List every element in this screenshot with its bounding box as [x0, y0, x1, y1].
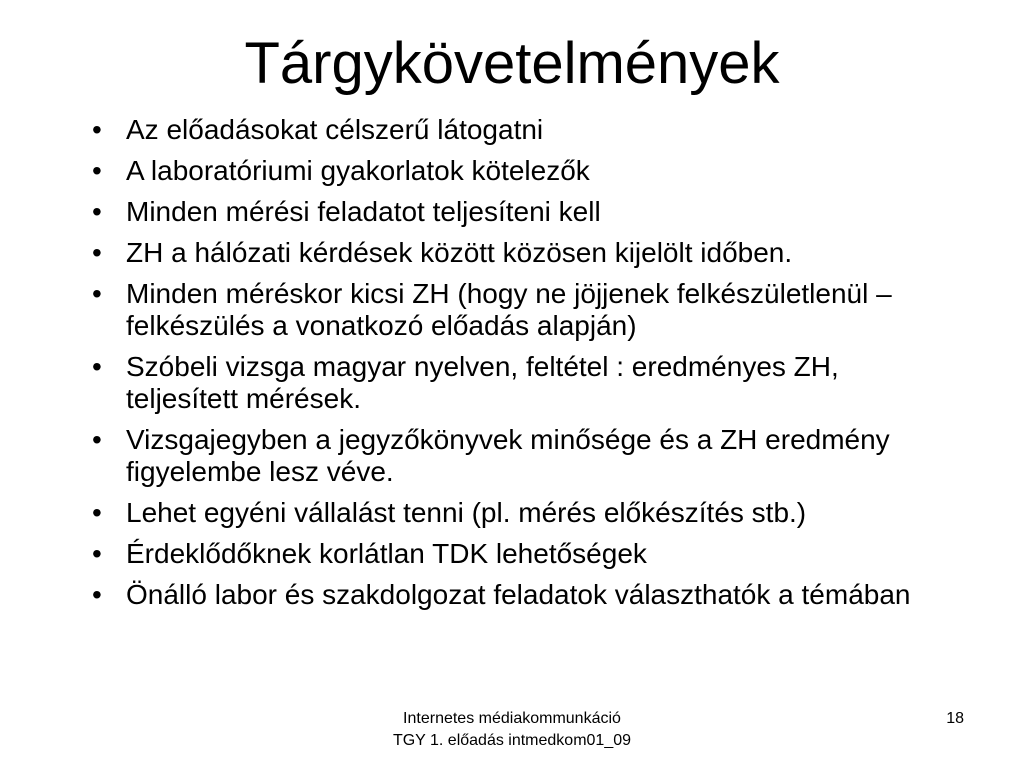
bullet-item: [92, 579, 942, 611]
bullet-dot-icon: •: [92, 424, 102, 455]
bullet-item: [92, 351, 942, 415]
bullet-dot-icon: •: [92, 278, 102, 309]
bullet-dot-icon: •: [92, 351, 102, 382]
bullet-item: [92, 497, 942, 529]
bullet-item: [92, 155, 942, 187]
bullet-item: [92, 278, 942, 342]
bullet-dot-icon: •: [92, 196, 102, 227]
bullet-item: [92, 237, 942, 269]
bullet-list: [92, 114, 942, 620]
bullet-dot-icon: •: [92, 538, 102, 569]
bullet-dot-icon: •: [92, 237, 102, 268]
bullet-text: Az előadásokat célszerű látogatni: [126, 114, 544, 145]
bullet-dot-icon: •: [92, 579, 102, 610]
slide-title: Tárgykövetelmények: [244, 31, 780, 96]
bullet-item: [92, 424, 942, 488]
bullet-dot-icon: •: [92, 114, 102, 145]
bullet-text: A laboratóriumi gyakorlatok kötelezők: [126, 155, 590, 186]
footer-lecture-id: TGY 1. előadás intmedkom01_09: [392, 732, 632, 749]
bullet-item: [92, 114, 942, 146]
bullet-text: Vizsgajegyben a jegyzőkönyvek minősége és a ZH eredmény figyelembe lesz véve.: [126, 424, 890, 487]
bullet-text: ZH a hálózati kérdések között közösen kijelölt időben.: [126, 237, 793, 268]
bullet-text: Szóbeli vizsga magyar nyelven, feltétel : eredményes ZH, teljesített mérések.: [126, 351, 839, 414]
bullet-dot-icon: •: [92, 497, 102, 528]
page-number: 18: [946, 710, 964, 727]
bullet-text: Minden méréskor kicsi ZH (hogy ne jöjjenek felkészületlenül – felkészülés a vonatkozó előadás alapján): [126, 278, 892, 341]
bullet-text: Lehet egyéni vállalást tenni (pl. mérés előkészítés stb.): [126, 497, 807, 528]
bullet-dot-icon: •: [92, 155, 102, 186]
bullet-item: [92, 196, 942, 228]
bullet-text: Érdeklődőknek korlátlan TDK lehetőségek: [126, 538, 647, 569]
footer-course-title: Internetes médiakommunkáció: [403, 710, 621, 727]
footer: [312, 708, 712, 752]
bullet-text: Minden mérési feladatot teljesíteni kell: [126, 196, 601, 227]
bullet-text: Önálló labor és szakdolgozat feladatok választhatók a témában: [126, 579, 911, 610]
bullet-item: [92, 538, 942, 570]
